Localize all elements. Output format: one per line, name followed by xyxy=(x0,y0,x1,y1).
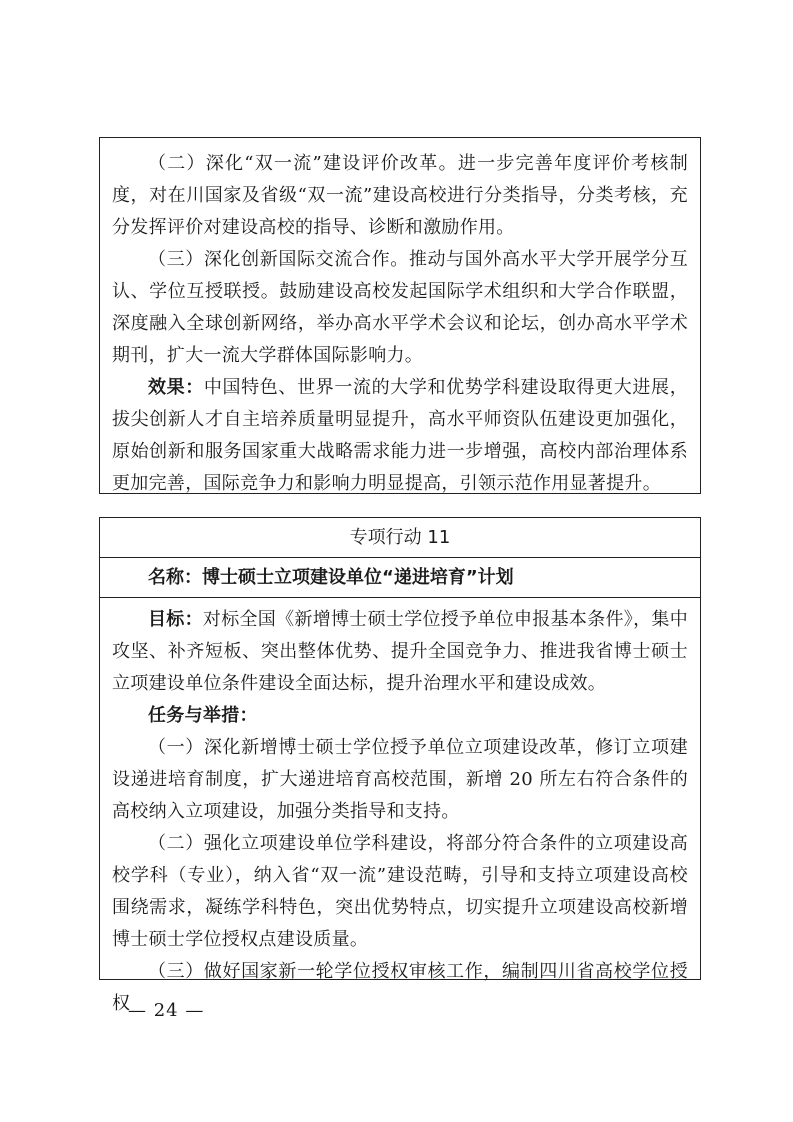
paragraph-task-2: （二）强化立项建设单位学科建设，将部分符合条件的立项建设高校学科（专业），纳入省“双一流”建设范畴，引导和支持立项建设高校围绕需求，凝练学科特色，突出优势特点，切实提升立项建设高校新增博士硕士学位授权点建设质量。 xyxy=(112,833,688,950)
paragraph-goal xyxy=(112,604,688,700)
tasks-label: 任务与举措： xyxy=(148,705,258,726)
paragraph-effect xyxy=(112,372,688,500)
paragraph-task-3: （三）做好国家新一轮学位授权审核工作，编制四川省高校学位授权 xyxy=(112,961,688,1014)
paragraph-international-cooperation: （三）深化创新国际交流合作。推动与国外高水平大学开展学分互认、学位互授联授。鼓励建设高校发起国际学术组织和大学合作联盟，深度融入全球创新网络，举办高水平学术会议和论坛，创办高水平学术期刊，扩大一流大学群体国际影响力。 xyxy=(112,249,688,366)
effect-label: 效果： xyxy=(148,377,204,398)
paragraph-evaluation-reform: （二）深化“双一流”建设评价改革。进一步完善年度评价考核制度，对在川国家及省级“双一流”建设高校进行分类指导，分类考核，充分发挥评价对建设高校的指导、诊断和激励作用。 xyxy=(112,153,688,238)
special-action-body xyxy=(100,598,700,1020)
paragraph-task-1: （一）深化新增博士硕士学位授予单位立项建设改革，修订立项建设递进培育制度，扩大递进培育高校范围，新增 20 所左右符合条件的高校纳入立项建设，加强分类指导和支持。 xyxy=(112,737,688,822)
goal-text: 对标全国《新增博士硕士学位授予单位申报基本条件》，集中攻坚、补齐短板、突出整体优势、提升全国竞争力、推进我省博士硕士立项建设单位条件建设全面达标，提升治理水平和建设成效。 xyxy=(112,609,689,694)
continued-section-box xyxy=(99,137,701,494)
effect-text: 中国特色、世界一流的大学和优势学科建设取得更大进展，拔尖创新人才自主培养质量明显提升，高水平师资队伍建设更加强化，原始创新和服务国家重大战略需求能力进一步增强，高校内部治理体系更加完善，国际竞争力和影响力明显提高，引领示范作用显著提升。 xyxy=(112,377,688,494)
page-number: — 24 — xyxy=(128,1000,205,1021)
special-action-heading: 专项行动 11 xyxy=(100,518,700,558)
special-action-name: 名称：博士硕士立项建设单位“递进培育”计划 xyxy=(100,558,700,598)
goal-label: 目标： xyxy=(148,609,203,630)
